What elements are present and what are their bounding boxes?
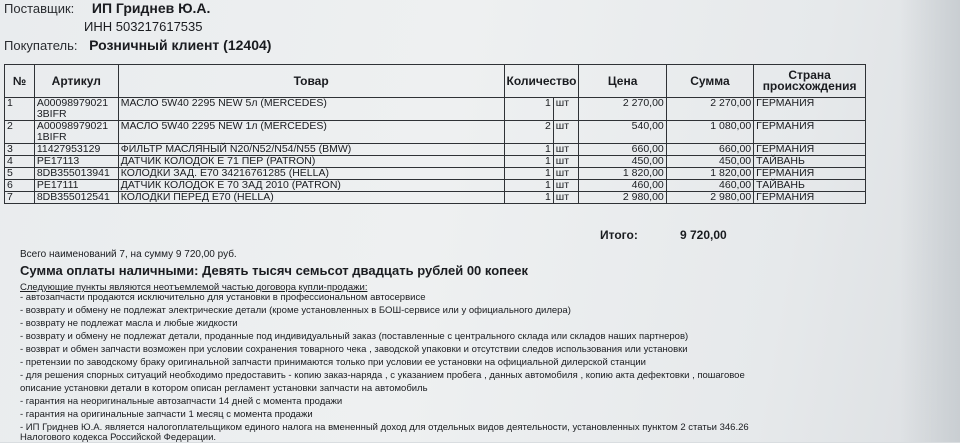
- cell-product: МАСЛО 5W40 2295 NEW 1л (MERCEDES): [118, 121, 504, 144]
- table-row: [5, 168, 866, 180]
- cell-price: 450,00: [579, 156, 666, 168]
- cell-article: 8DB355013941: [34, 168, 118, 180]
- condition-line: - ИП Гриднев Ю.А. является налогоплательщиком единого налога на вмененный доход для отдельных видов деятельности, установленных пунктом 2 статьи 346.26: [20, 422, 749, 433]
- condition-line: Налогового кодекса Российской Федерации.: [20, 432, 217, 443]
- cell-quantity: 1: [504, 180, 553, 192]
- page-edge-shadow: [900, 0, 960, 442]
- cell-unit: шт: [553, 98, 579, 121]
- buyer-label: Покупатель:: [4, 38, 78, 53]
- cell-country: ГЕРМАНИЯ: [754, 144, 866, 156]
- cell-price: 2 980,00: [579, 192, 666, 204]
- cell-price: 2 270,00: [579, 98, 666, 121]
- cell-article: 8DB355012541: [34, 192, 118, 204]
- cell-quantity: 1: [504, 192, 553, 204]
- cell-number: 7: [5, 192, 35, 204]
- cell-article: 11427953129: [34, 144, 118, 156]
- cell-unit: шт: [553, 168, 579, 180]
- col-header-quantity: Количество: [504, 65, 579, 98]
- condition-line: - возврату не подлежат масла и любые жидкости: [20, 318, 238, 329]
- cell-sum: 460,00: [666, 180, 753, 192]
- sum-in-words: Сумма оплаты наличными: Девять тысяч семьсот двадцать рублей 00 копеек: [20, 263, 528, 278]
- col-header-product: Товар: [118, 65, 504, 98]
- items-table: [4, 64, 866, 204]
- cell-product: ДАТЧИК КОЛОДОК Е 71 ПЕР (PATRON): [118, 156, 504, 168]
- table-row: [5, 98, 866, 121]
- totals: [600, 228, 727, 242]
- cell-country: ГЕРМАНИЯ: [754, 192, 866, 204]
- cell-country: ГЕРМАНИЯ: [754, 98, 866, 121]
- cell-price: 460,00: [579, 180, 666, 192]
- table-header-row: [5, 65, 866, 98]
- supplier-name: ИП Гриднев Ю.А.: [91, 0, 211, 16]
- col-header-article: Артикул: [34, 65, 118, 98]
- cell-country: ТАЙВАНЬ: [754, 156, 866, 168]
- cell-unit: шт: [553, 144, 579, 156]
- condition-line: - гарантия на неоригинальные автозапчасти 14 дней с момента продажи: [20, 396, 343, 407]
- cell-quantity: 2: [504, 121, 553, 144]
- cell-article: PE17111: [34, 180, 118, 192]
- cell-country: ГЕРМАНИЯ: [754, 168, 866, 180]
- condition-line: - возврат и обмен запчасти возможен при условии сохранения товарного чека , заводской упаковки и отсутствии следов использования или установки: [20, 344, 688, 355]
- cell-sum: 1 820,00: [666, 168, 753, 180]
- cell-quantity: 1: [504, 98, 553, 121]
- cell-product: КОЛОДКИ ЗАД. Е70 34216761285 (HELLA): [118, 168, 504, 180]
- buyer-name: Розничный клиент (12404): [89, 37, 272, 53]
- cell-price: 540,00: [579, 121, 666, 144]
- cell-unit: шт: [553, 156, 579, 168]
- totals-label: Итого:: [600, 228, 638, 242]
- items-count-line: Всего наименований 7, на сумму 9 720,00 руб.: [20, 249, 237, 260]
- col-header-sum: Сумма: [666, 65, 753, 98]
- cell-sum: 450,00: [666, 156, 753, 168]
- col-header-price: Цена: [579, 65, 666, 98]
- cell-product: МАСЛО 5W40 2295 NEW 5л (MERCEDES): [118, 98, 504, 121]
- condition-line: - гарантия на оригинальные запчасти 1 месяц с момента продажи: [20, 409, 313, 420]
- table-row: [5, 144, 866, 156]
- condition-line: - претензии по заводскому браку оригинальной запчасти принимаются только при условии ее установки на официальной дилерской станции: [20, 357, 646, 368]
- cell-number: 6: [5, 180, 35, 192]
- cell-country: ГЕРМАНИЯ: [754, 121, 866, 144]
- supplier-row: [4, 0, 210, 16]
- cell-product: КОЛОДКИ ПЕРЕД Е70 (HELLA): [118, 192, 504, 204]
- cell-quantity: 1: [504, 144, 553, 156]
- supplier-label: Поставщик:: [4, 1, 75, 16]
- supplier-inn: ИНН 503217617535: [84, 19, 203, 34]
- cell-article: PE17113: [34, 156, 118, 168]
- cell-unit: шт: [553, 121, 579, 144]
- cell-product: ФИЛЬТР МАСЛЯНЫЙ N20/N52/N54/N55 (BMW): [118, 144, 504, 156]
- col-header-country: Страна происхождения: [754, 65, 866, 98]
- cell-sum: 2 980,00: [666, 192, 753, 204]
- table-row: [5, 121, 866, 144]
- cell-article: A00098979021 3BIFR: [34, 98, 118, 121]
- cell-unit: шт: [553, 180, 579, 192]
- table-row: [5, 192, 866, 204]
- condition-line: - возврату и обмену не подлежат электрические детали (кроме установленных в БОШ-сервисе или у официального дилера): [20, 305, 571, 316]
- cell-price: 1 820,00: [579, 168, 666, 180]
- condition-line: описание установки детали в котором описан регламент установки запчасти на автомобиль: [20, 383, 428, 394]
- table-row: [5, 156, 866, 168]
- cell-number: 4: [5, 156, 35, 168]
- cell-quantity: 1: [504, 156, 553, 168]
- condition-line: - для решения спорных ситуаций необходимо предоставить - копию заказ-наряда , с указанием пробега , данных автомобиля , копию акта дефектовки , пошаговое: [20, 370, 745, 381]
- condition-line: - автозапчасти продаются исключительно для установки в профессиональном автосервисе: [20, 292, 426, 303]
- cell-quantity: 1: [504, 168, 553, 180]
- conditions-title: Следующие пункты являются неотъемлемой частью договора купли-продажи:: [20, 282, 368, 293]
- cell-sum: 660,00: [666, 144, 753, 156]
- totals-value: 9 720,00: [680, 228, 727, 242]
- cell-sum: 2 270,00: [666, 98, 753, 121]
- cell-unit: шт: [553, 192, 579, 204]
- buyer-row: [4, 37, 271, 53]
- cell-number: 5: [5, 168, 35, 180]
- cell-number: 2: [5, 121, 35, 144]
- cell-article: A00098979021 1BIFR: [34, 121, 118, 144]
- cell-price: 660,00: [579, 144, 666, 156]
- condition-line: - возврату и обмену не подлежат детали, проданные под индивидуальный заказ (поставленные с центрального склада или складов наших партнеров): [20, 331, 689, 342]
- cell-country: ТАЙВАНЬ: [754, 180, 866, 192]
- table-row: [5, 180, 866, 192]
- cell-number: 1: [5, 98, 35, 121]
- cell-sum: 1 080,00: [666, 121, 753, 144]
- col-header-number: №: [5, 65, 35, 98]
- cell-number: 3: [5, 144, 35, 156]
- cell-product: ДАТЧИК КОЛОДОК Е 70 ЗАД 2010 (PATRON): [118, 180, 504, 192]
